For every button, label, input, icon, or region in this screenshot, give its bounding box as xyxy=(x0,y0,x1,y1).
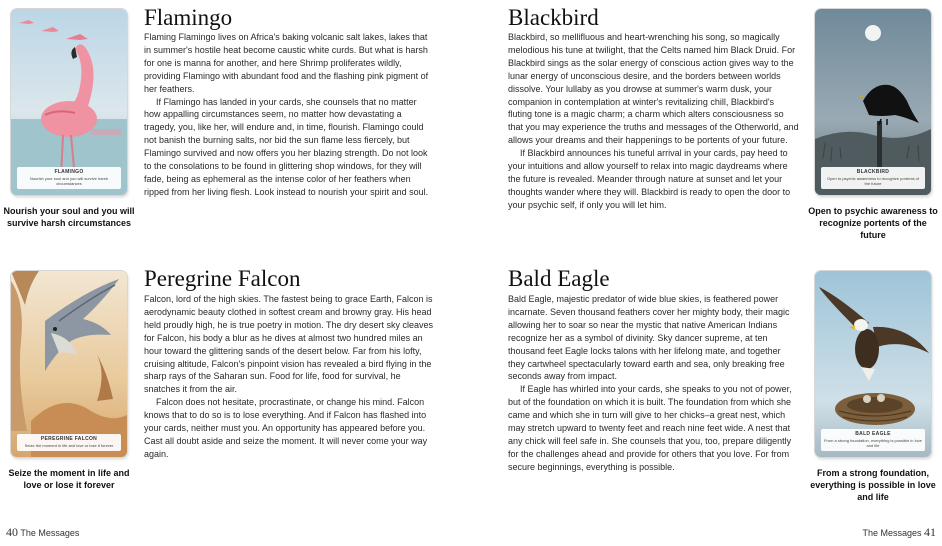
flamingo-body xyxy=(144,31,435,199)
blackbird-caption: Open to psychic awareness to recognize portents of the future xyxy=(808,206,938,240)
flamingo-title: Flamingo xyxy=(144,5,233,30)
bald-eagle-card-name: BALD EAGLE xyxy=(855,431,891,437)
bald-eagle-card xyxy=(815,271,931,457)
falcon-body xyxy=(144,293,435,461)
left-page-number: 40 xyxy=(6,525,18,539)
flamingo-card-text: Nourish your soul and you will survive harsh circumstances xyxy=(29,176,109,186)
bald-eagle-card-label xyxy=(821,429,925,451)
falcon-caption: Seize the moment in life and love or lose it forever xyxy=(8,468,130,490)
left-folio xyxy=(6,525,79,540)
blackbird-card xyxy=(815,9,931,195)
falcon-card xyxy=(11,271,127,457)
right-folio xyxy=(862,525,936,540)
bald-eagle-paragraph-1: Bald Eagle, majestic predator of wide blue skies, is feathered power incarnate. Seven thousand feathers cover her mighty body, their magic allowing her to soar so near the mystic that native American Indians recognize her as a symbol of divinity. Sky dancer supreme, at ten thousand feet Eagle locks talons with her lifelong mate, and together they cartwheel spectacularly toward earth and sea, only breaking free seconds away from impact. xyxy=(508,294,790,382)
bald-eagle-card-text: From a strong foundation, everything is possible in love and life xyxy=(824,438,922,448)
falcon-card-text: Seize the moment in life and love or lose it forever xyxy=(24,443,114,448)
falcon-card-label xyxy=(17,434,121,451)
blackbird-paragraph-1: Blackbird, so mellifluous and heart-wrenching his song, so magically melodious his tune at twilight, that the Celts named him Black Druid. For Blackbird sings as the solar energy of conscious action gives way to the lunar energy of unconscious desire, and the borders between worlds dissolve. Your lullaby as you drowse at summer's warm dusk, your companion in contemplation at winter's revitalizing chill, Blackbird's fluting tone is a magic charm; a charm which alters consciousness so that you may experience the truths and messages of the Otherworld, and allows your dreams and their happenings to be portents of your future. xyxy=(508,32,799,146)
bald-eagle-paragraph-2: If Eagle has whirled into your cards, she speaks to you not of power, but of the foundation on which it is built. The foundation from which she came and which she in turn will give to her chicks–a great nest, which may stretch upward to twenty feet and reach nine feet wide. A nest that any chick will feel safe in. She counsels that you, too, prepare diligently for the challenges ahead and provide for others that you love. For from secure beginnings, everything is possible. xyxy=(508,384,792,472)
blackbird-paragraph-2: If Blackbird announces his tuneful arrival in your cards, pay heed to your intuitions and allow yourself to relax into magic daydreams where the future is revealed. Meander through nature at sunset and let your thoughts wander where they will. Blackbird is ready to open the door to your psychic self, if only you will let him. xyxy=(508,148,791,210)
blackbird-card-label xyxy=(821,167,925,189)
bald-eagle-caption: From a strong foundation, everything is possible in love and life xyxy=(810,468,936,502)
blackbird-card-text: Open to psychic awareness to recognize portents of the future xyxy=(826,176,920,186)
left-running-head: The Messages xyxy=(20,528,80,538)
blackbird-card-name: BLACKBIRD xyxy=(856,169,890,175)
bald-eagle-title: Bald Eagle xyxy=(508,266,610,291)
right-page-number: 41 xyxy=(924,525,936,539)
flamingo-caption: Nourish your soul and you will survive harsh circumstances xyxy=(3,206,135,228)
falcon-card-name: PEREGRINE FALCON xyxy=(40,436,98,442)
flamingo-paragraph-1: Flaming Flamingo lives on Africa's baking volcanic salt lakes, lakes that in summer's hostile heat become caustic white curds. But what is harsh for one is manna for another, and here Shrimp proliferates wildly, providing Flamingo with abundant food and the flashing pink pigment of her feathers. xyxy=(144,32,429,94)
blackbird-title: Blackbird xyxy=(508,5,599,30)
bald-eagle-body xyxy=(508,293,799,474)
flamingo-card-name: FLAMINGO xyxy=(54,169,84,175)
falcon-paragraph-2: Falcon does not hesitate, procrastinate, or change his mind. Falcon knows that to do so is to lose everything. And if Falcon has flashed into your cards, neither must you. An opportunity has appeared before you. Cast all doubt aside and seize the moment. It will never come your way again. xyxy=(144,397,428,459)
falcon-title: Peregrine Falcon xyxy=(144,266,301,291)
blackbird-body xyxy=(508,31,799,212)
falcon-card-art xyxy=(11,271,127,457)
flamingo-paragraph-2: If Flamingo has landed in your cards, she counsels that no matter how appalling circumstances seem, no matter how devastating a tragedy, you, like her, will endure and, in time, flourish. Flamingo could not banish the burning salts, nor bid the sun flame less fiercely, but Flamingo survived and now offers you her blazing strength. Do not look to the consolations to be found in glittering shop windows, for they will fade, being as ephemeral as the intense color of her feathers when ripped from her living flesh. Look instead to nourish your spirit and soul. xyxy=(144,96,429,197)
falcon-paragraph-1: Falcon, lord of the high skies. The fastest being to grace Earth, Falcon is aerodynamic beauty clothed in softest cream and browny gray. His head held proudly high, he is true poetry in motion. The dry desert sky cleaves for Falcon, his body a blur as he dives at almost two hundred miles an hour toward the glittering sands of the desert below. Far from his lofty, cruising altitude, Falcon's pinpoint vision has revealed a bird flying in the sharp rays of the Saharan sun. Food for life, food for survival, he snatches it from the air. xyxy=(144,294,433,395)
right-running-head: The Messages xyxy=(862,528,922,538)
flamingo-card-label xyxy=(17,167,121,189)
flamingo-card xyxy=(11,9,127,195)
